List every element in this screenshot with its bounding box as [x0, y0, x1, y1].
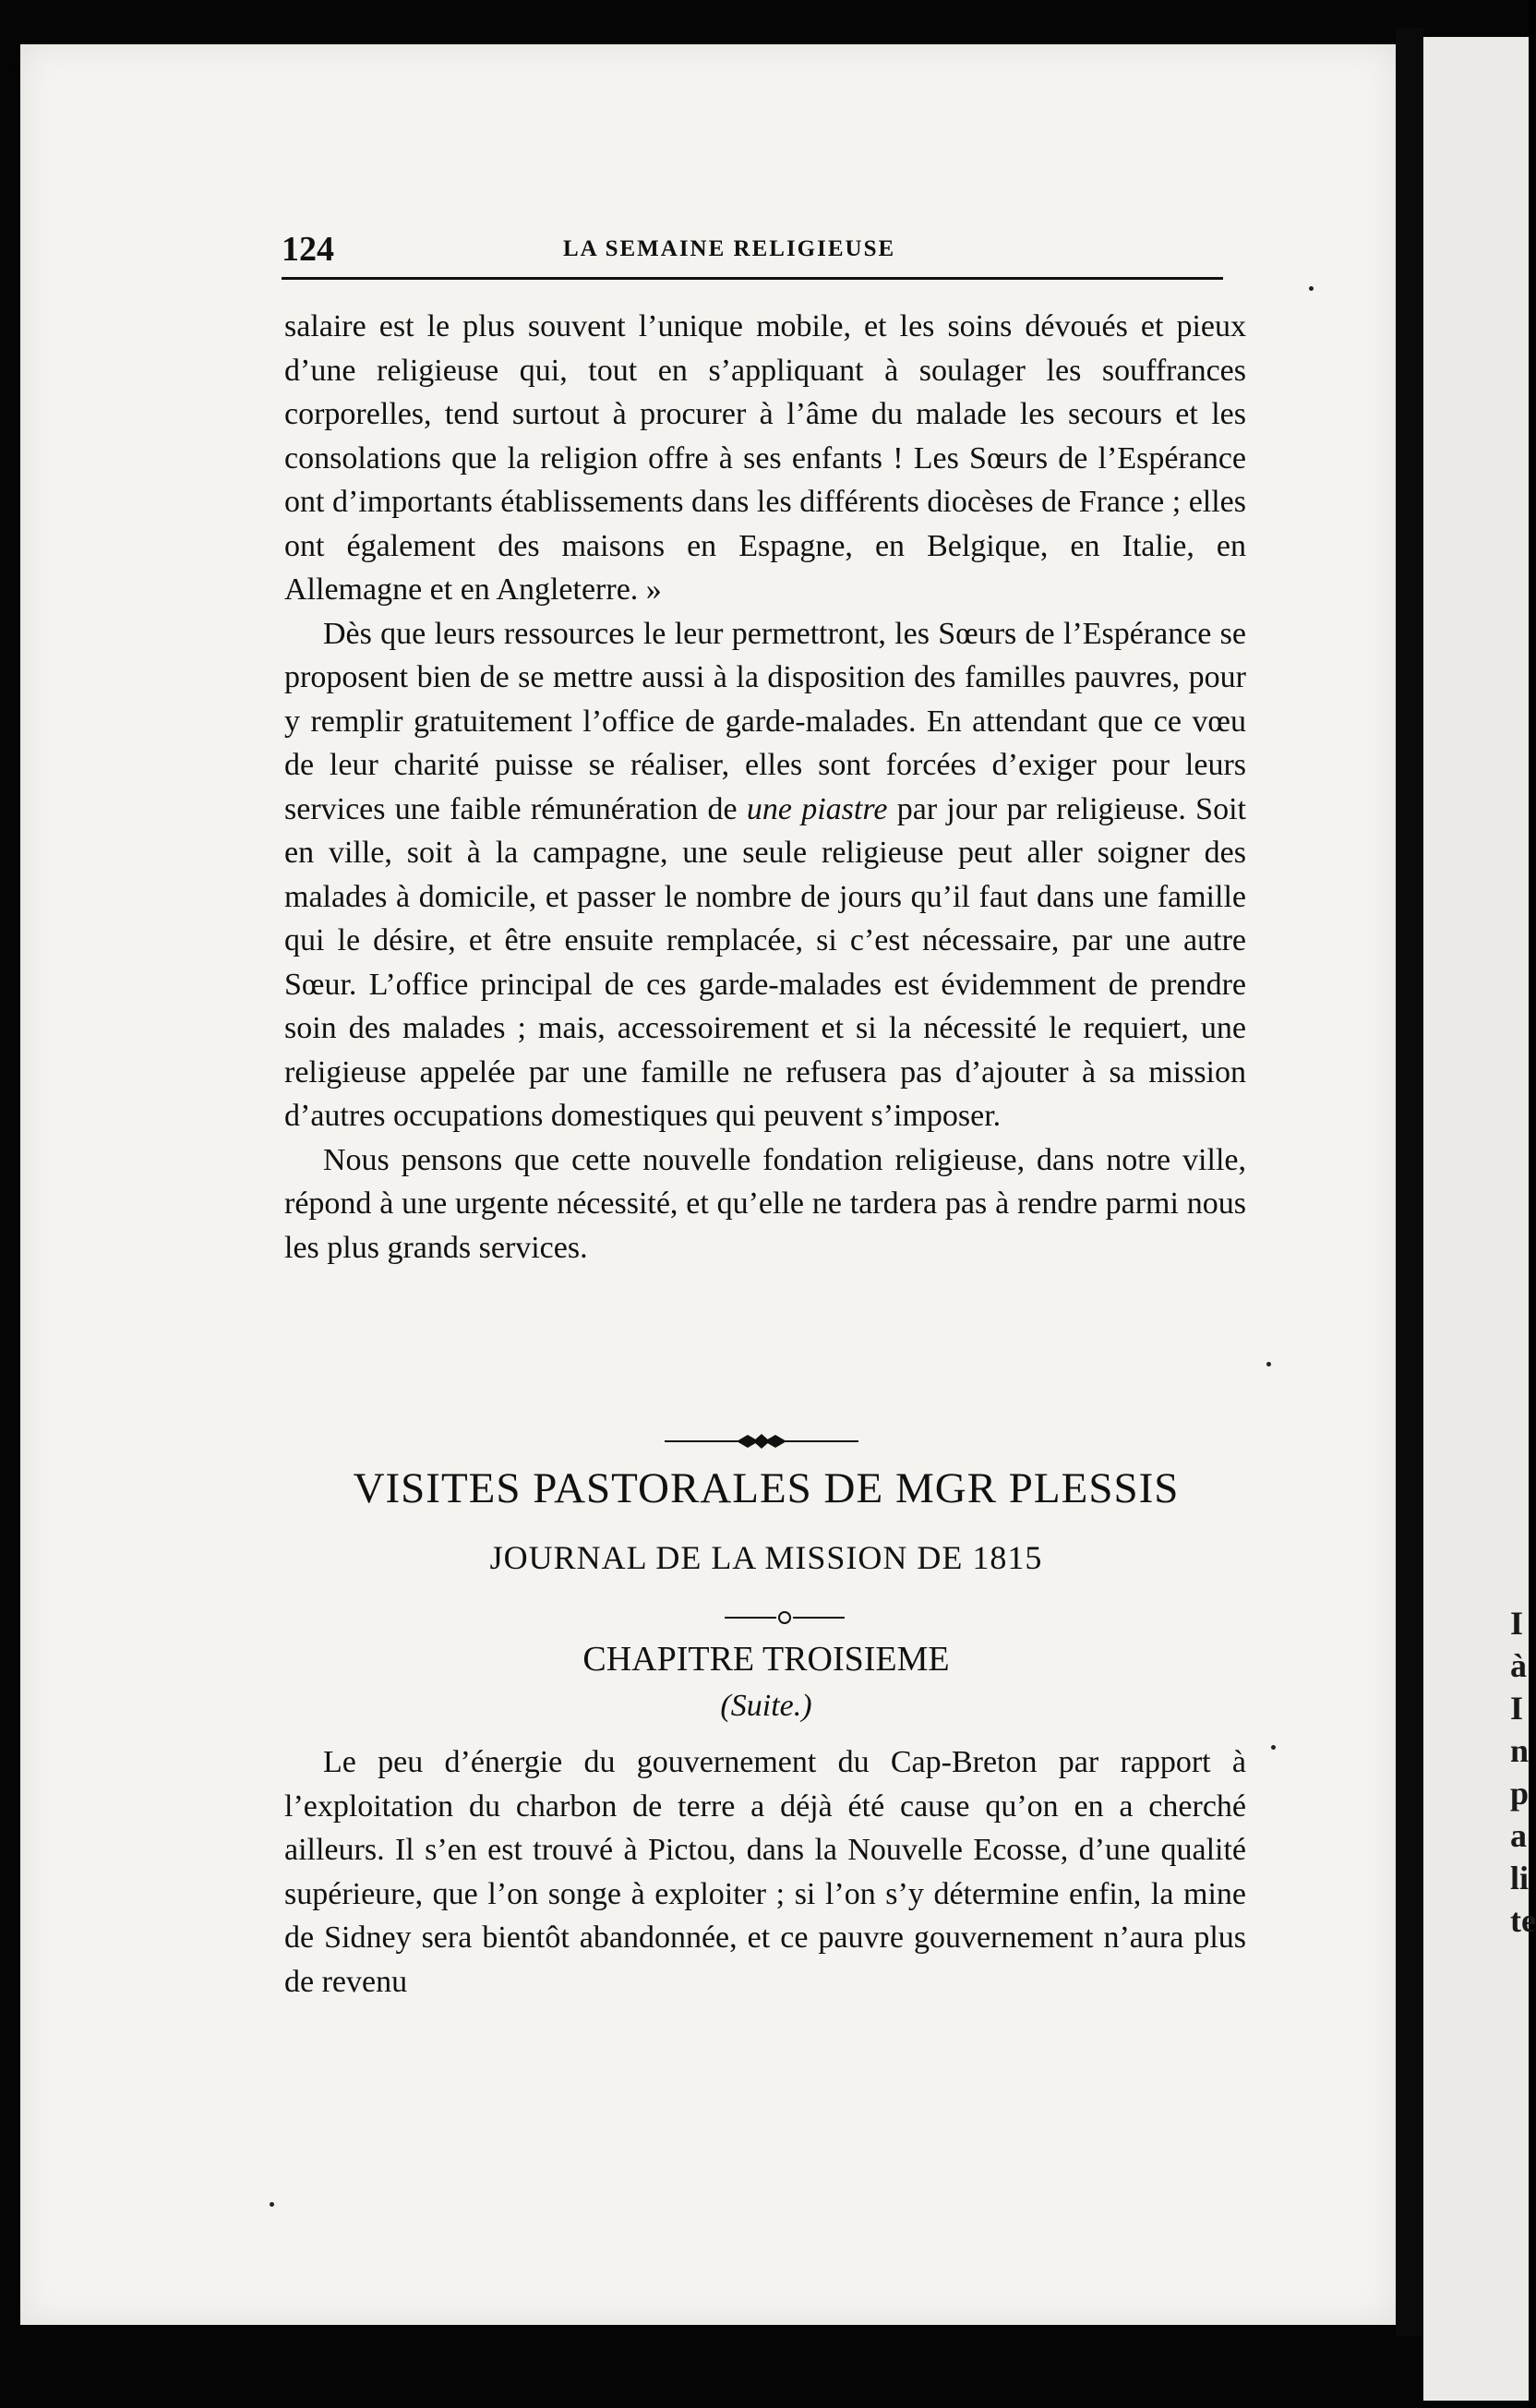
- section-title: VISITES PASTORALES DE MGR PLESSIS: [353, 1464, 1180, 1512]
- chapter-note: (Suite.): [720, 1689, 812, 1723]
- circle-divider: [725, 1608, 845, 1627]
- scan-speck: [1266, 1362, 1271, 1367]
- facing-letter: I: [1510, 1690, 1524, 1727]
- scan-speck: [1309, 286, 1314, 291]
- header-rule: [282, 277, 1223, 280]
- facing-letter: I: [1510, 1605, 1524, 1642]
- italic-phrase: une piastre: [746, 791, 888, 826]
- paragraph-text: Dès que leurs ressources le leur permettront, les Sœurs de l’Espérance se proposent bien de se mettre aussi à la disposition des familles pauvres, pour y remplir gratuitement l’office de garde-malades. En attendant que ce vœu de leur charité puisse se réaliser, elles sont forcées d’exiger pour leurs services une faible rémunération de: [284, 616, 1246, 826]
- paragraph-text: par jour par religieuse. Soit en ville, soit à la campagne, une seule religieuse peut aller soigner des malades à domicile, et passer le nombre de jours qu’il faut dans une famille qui le désire, et être ensuite remplacée, si c’est nécessaire, par une autre Sœur. L’office principal de ces garde-malades est évidemment de prendre soin des malades ; mais, accessoirement et si la nécessité le requiert, une religieuse appelée par une famille ne refusera pas d’ajouter à sa mission d’autres occupations domestiques qui peuvent s’imposer.: [284, 791, 1246, 1133]
- page-number: 124: [282, 230, 334, 269]
- article-text-top: [284, 305, 1246, 1270]
- facing-letter: à: [1510, 1647, 1527, 1684]
- ornament-divider: [665, 1429, 858, 1453]
- paragraph: Le peu d’énergie du gouvernement du Cap-Breton par rapport à l’exploitation du charbon de terre a déjà été cause qu’on en a cherché ailleurs. Il s’en est trouvé à Pictou, dans la Nouvelle Ecosse, d’une qualité supérieure, que l’on songe à exploiter ; si l’on s’y détermine enfin, la mine de Sidney sera bientôt abandonnée, et ce pauvre gouvernement n’aura plus de revenu: [284, 1745, 1246, 1999]
- facing-page-edge: [1423, 37, 1536, 2401]
- chapter-title: CHAPITRE TROISIEME: [582, 1640, 950, 1679]
- section-subtitle: JOURNAL DE LA MISSION DE 1815: [489, 1539, 1043, 1576]
- facing-page-letters: [1510, 1602, 1536, 1942]
- scan-speck: [270, 2202, 274, 2207]
- page-header: [282, 229, 1223, 275]
- paragraph: [284, 612, 1246, 1138]
- facing-letter: te: [1510, 1902, 1536, 1939]
- facing-letter: p: [1510, 1775, 1530, 1812]
- article-text-bottom: [284, 1740, 1246, 2004]
- paragraph: salaire est le plus souvent l’unique mobile, et les soins dévoués et pieux d’une religieuse qui, tout en s’appliquant à soulager les souffrances corporelles, tend surtout à procurer à l’âme du malade les secours et les consolations que la religion offre à ses enfants ! Les Sœurs de l’Espérance ont d’importants établissements dans les différents diocèses de France ; elles ont également des maisons en Espagne, en Belgique, en Italie, en Allemagne et en Angleterre. »: [284, 309, 1246, 607]
- scan-speck: [1271, 1745, 1276, 1750]
- paragraph: Nous pensons que cette nouvelle fondation religieuse, dans notre ville, répond à une urgente nécessité, et qu’elle ne tardera pas à rendre parmi nous les plus grands services.: [284, 1142, 1246, 1265]
- running-title: LA SEMAINE RELIGIEUSE: [563, 236, 896, 261]
- facing-letter: li: [1510, 1860, 1530, 1896]
- facing-letter: n: [1510, 1732, 1530, 1769]
- page-gutter-shadow: [1396, 28, 1423, 2336]
- facing-letter: a: [1510, 1817, 1527, 1854]
